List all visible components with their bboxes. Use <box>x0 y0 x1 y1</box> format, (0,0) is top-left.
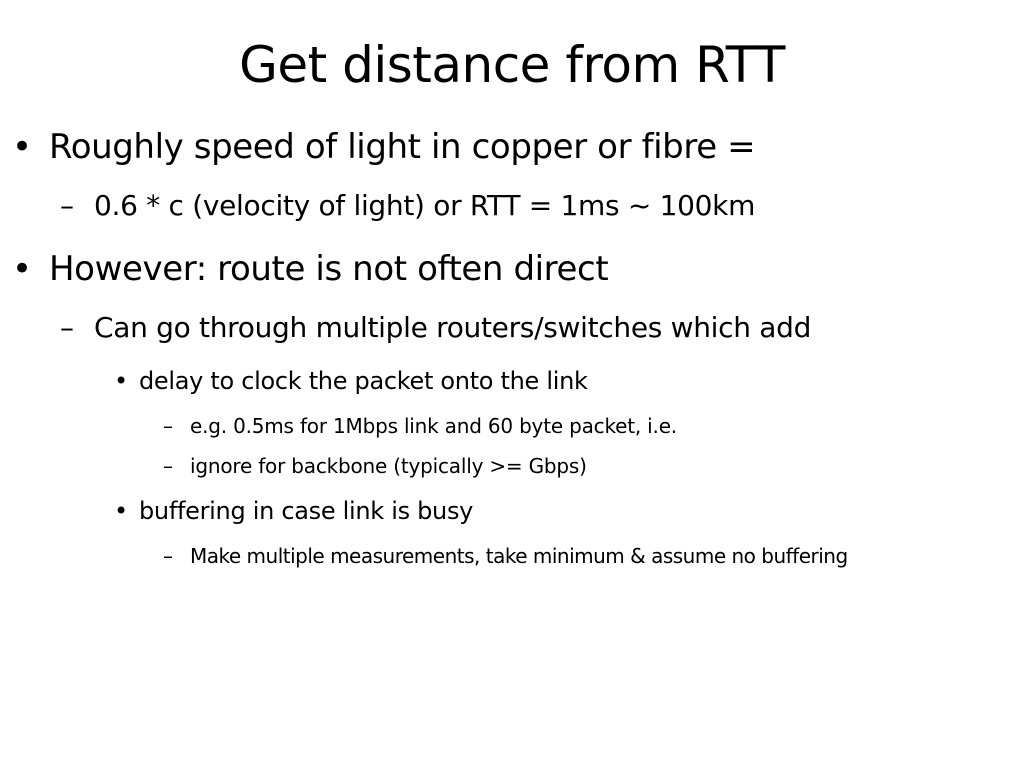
dash-marker: – <box>60 189 74 222</box>
dash-marker: – <box>163 454 173 478</box>
bullet-text-level1: Roughly speed of light in copper or fibre = <box>49 127 756 167</box>
slide-title: Get distance from RTT <box>239 36 785 94</box>
bullet-text-level4: e.g. 0.5ms for 1Mbps link and 60 byte packet, i.e. <box>190 414 677 438</box>
bullet-text-level3: delay to clock the packet onto the link <box>139 367 588 395</box>
bullet-text-level3: buffering in case link is busy <box>139 497 474 525</box>
bullet-text-level4: ignore for backbone (typically >= Gbps) <box>190 454 587 478</box>
dash-marker: – <box>163 544 173 568</box>
bullet-text-level1: However: route is not often direct <box>49 249 609 289</box>
dash-marker: – <box>60 311 74 344</box>
bullet-marker: • <box>114 497 128 525</box>
bullet-text-level4: Make multiple measurements, take minimum & assume no buffering <box>190 544 848 568</box>
bullet-text-level2: Can go through multiple routers/switches which add <box>94 311 812 344</box>
bullet-marker: • <box>12 249 32 289</box>
dash-marker: – <box>163 414 173 438</box>
bullet-marker: • <box>114 367 128 395</box>
bullet-marker: • <box>12 127 32 167</box>
bullet-text-level2: 0.6 * c (velocity of light) or RTT = 1ms ~ 100km <box>94 189 756 222</box>
